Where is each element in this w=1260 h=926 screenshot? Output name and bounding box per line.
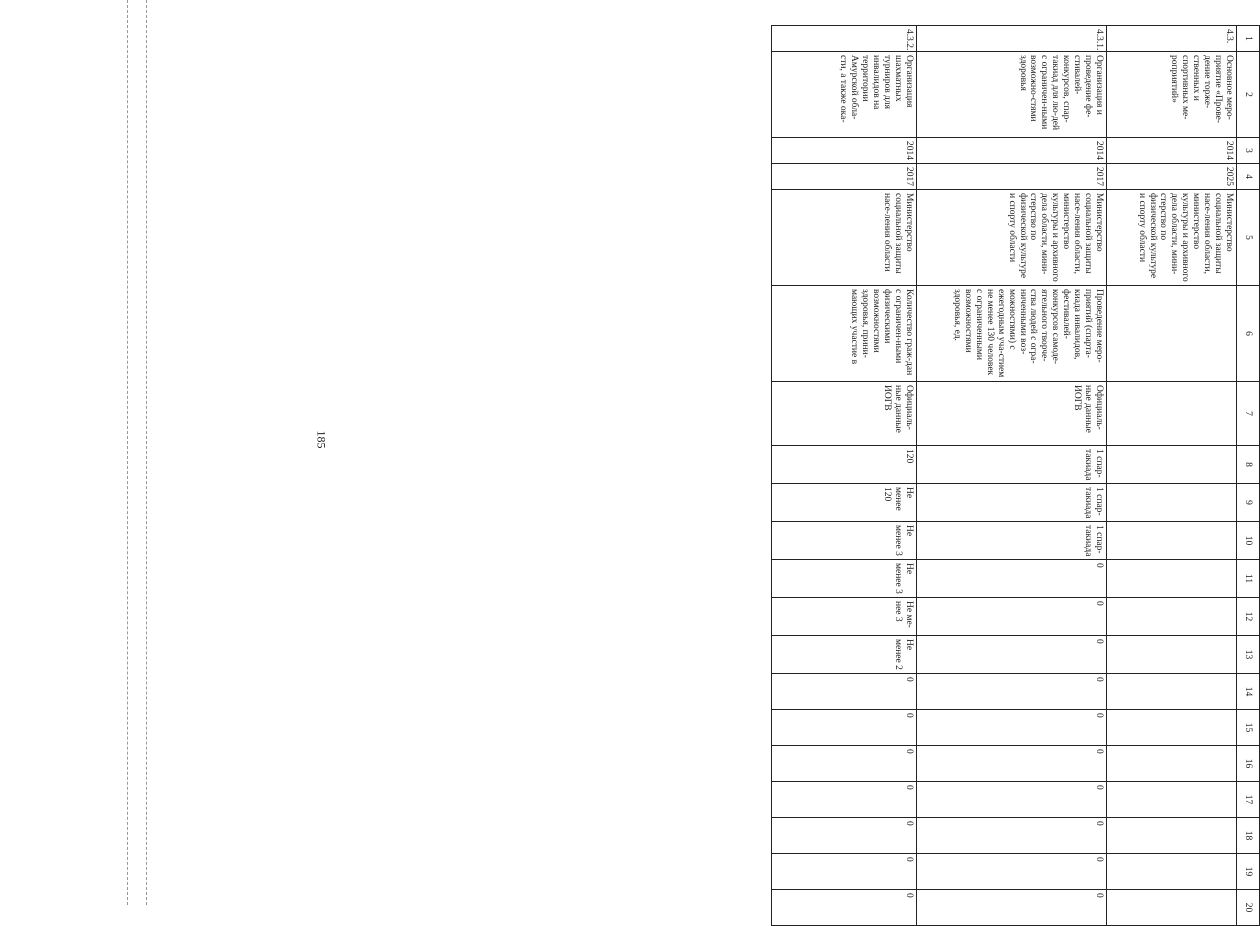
table-cell xyxy=(1107,674,1237,710)
table-row xyxy=(1107,26,1237,926)
table-cell: Министерство социальной защиты насе-ления области, министерство культуры и архивного дела области, мини-стерство по физической культуре и спорту области xyxy=(1107,190,1237,286)
table-cell: Официаль-ные данные ИОГВ xyxy=(772,382,917,446)
table-cell xyxy=(1107,446,1237,484)
table-row xyxy=(772,26,917,926)
col-header: 6 xyxy=(1237,286,1260,382)
col-header: 19 xyxy=(1237,854,1260,890)
header-row xyxy=(1237,26,1260,926)
table-cell xyxy=(1107,710,1237,746)
table-cell: Не менее 3 xyxy=(772,560,917,598)
table-cell: 2014 xyxy=(772,138,917,164)
table-cell: 0 xyxy=(917,674,1107,710)
program-table xyxy=(771,25,1260,926)
page-number: 185 xyxy=(314,430,329,449)
table-cell: 0 xyxy=(917,746,1107,782)
table-cell: 4.3. xyxy=(1107,26,1237,52)
table-cell: 0 xyxy=(917,560,1107,598)
col-header: 9 xyxy=(1237,484,1260,522)
table-cell: 2014 xyxy=(917,138,1107,164)
col-header: 7 xyxy=(1237,382,1260,446)
col-header: 15 xyxy=(1237,710,1260,746)
table-cell: 0 xyxy=(917,782,1107,818)
table-cell: 4.3.2. xyxy=(772,26,917,52)
col-header: 16 xyxy=(1237,746,1260,782)
table-cell: Организация и проведение фе-стивалей-конкурсов, спар-такиад для лю-дей с ограничен-ными возможно-стями здоровья xyxy=(917,52,1107,138)
table-cell: Не менее 120 xyxy=(772,484,917,522)
table-cell xyxy=(1107,598,1237,636)
table-cell: 1 спар-такиада xyxy=(917,484,1107,522)
table-cell: Основное меро-приятие «Прове-дение торже-ственных и спортивных ме-роприятий» xyxy=(1107,52,1237,138)
table-cell: 0 xyxy=(772,854,917,890)
table-cell: Не ме-нее 3 xyxy=(772,598,917,636)
col-header: 12 xyxy=(1237,598,1260,636)
table-cell xyxy=(1107,854,1237,890)
table-cell: 120 xyxy=(772,446,917,484)
table-cell xyxy=(1107,890,1237,926)
table-cell: 0 xyxy=(772,710,917,746)
table-cell: 0 xyxy=(772,674,917,710)
table-cell xyxy=(1107,522,1237,560)
col-header: 1 xyxy=(1237,26,1260,52)
table-cell: 0 xyxy=(917,598,1107,636)
table-cell: 0 xyxy=(917,710,1107,746)
table-cell xyxy=(1107,382,1237,446)
table-cell xyxy=(1107,286,1237,382)
col-header: 14 xyxy=(1237,674,1260,710)
col-header: 17 xyxy=(1237,782,1260,818)
table-cell: Проведение меро-приятий (спарта-киада инвалидов, фестивалей-конкурсов самоде-ятельного творче-ства людей с огра-ниченными воз-можностями) с ежегодным уча-стием не менее 130 человек с ограниченными возможностями здоровья, ед. xyxy=(917,286,1107,382)
table-cell xyxy=(1107,746,1237,782)
table-cell xyxy=(1107,782,1237,818)
table-cell: 0 xyxy=(772,782,917,818)
table-cell: Количество граж-дан с ограничен-ными физическими возможностями здоровья, прини-мающих участие в xyxy=(772,286,917,382)
table-cell: Министерство социальной защиты насе-ления области, министерство культуры и архивного дела области, мини-стерство по физической культуре и спорту области xyxy=(917,190,1107,286)
table-cell: 0 xyxy=(772,890,917,926)
col-header: 11 xyxy=(1237,560,1260,598)
col-header: 18 xyxy=(1237,818,1260,854)
table-cell: 0 xyxy=(917,818,1107,854)
table-cell: 0 xyxy=(772,818,917,854)
table-cell: 0 xyxy=(917,636,1107,674)
table-cell: Официаль-ные данные ИОГВ xyxy=(917,382,1107,446)
col-header: 10 xyxy=(1237,522,1260,560)
rotated-table-container xyxy=(740,25,1260,913)
col-header: 2 xyxy=(1237,52,1260,138)
table-cell xyxy=(1107,484,1237,522)
table-cell: 2014 xyxy=(1107,138,1237,164)
table-cell: Не менее 2 xyxy=(772,636,917,674)
col-header: 5 xyxy=(1237,190,1260,286)
table-cell: 1 спар-такиада xyxy=(917,446,1107,484)
table-cell: 0 xyxy=(917,890,1107,926)
table-cell: 0 xyxy=(772,746,917,782)
table-cell: Не менее 3 xyxy=(772,522,917,560)
table-cell: 4.3.1. xyxy=(917,26,1107,52)
table-cell: 2017 xyxy=(917,164,1107,190)
table-cell: 2025 xyxy=(1107,164,1237,190)
table-cell: Организация шахматных турниров для инвалидов на территории Амурской обла-сти, а также ока- xyxy=(772,52,917,138)
col-header: 20 xyxy=(1237,890,1260,926)
col-header: 4 xyxy=(1237,164,1260,190)
table-cell: 0 xyxy=(917,854,1107,890)
table-cell: 2017 xyxy=(772,164,917,190)
table-cell xyxy=(1107,636,1237,674)
table-cell: 1 спар-такиада xyxy=(917,522,1107,560)
table-cell xyxy=(1107,560,1237,598)
col-header: 3 xyxy=(1237,138,1260,164)
table-cell: Министерство социальной защиты насе-ления области xyxy=(772,190,917,286)
col-header: 8 xyxy=(1237,446,1260,484)
table-cell xyxy=(1107,818,1237,854)
col-header: 13 xyxy=(1237,636,1260,674)
table-row xyxy=(917,26,1107,926)
